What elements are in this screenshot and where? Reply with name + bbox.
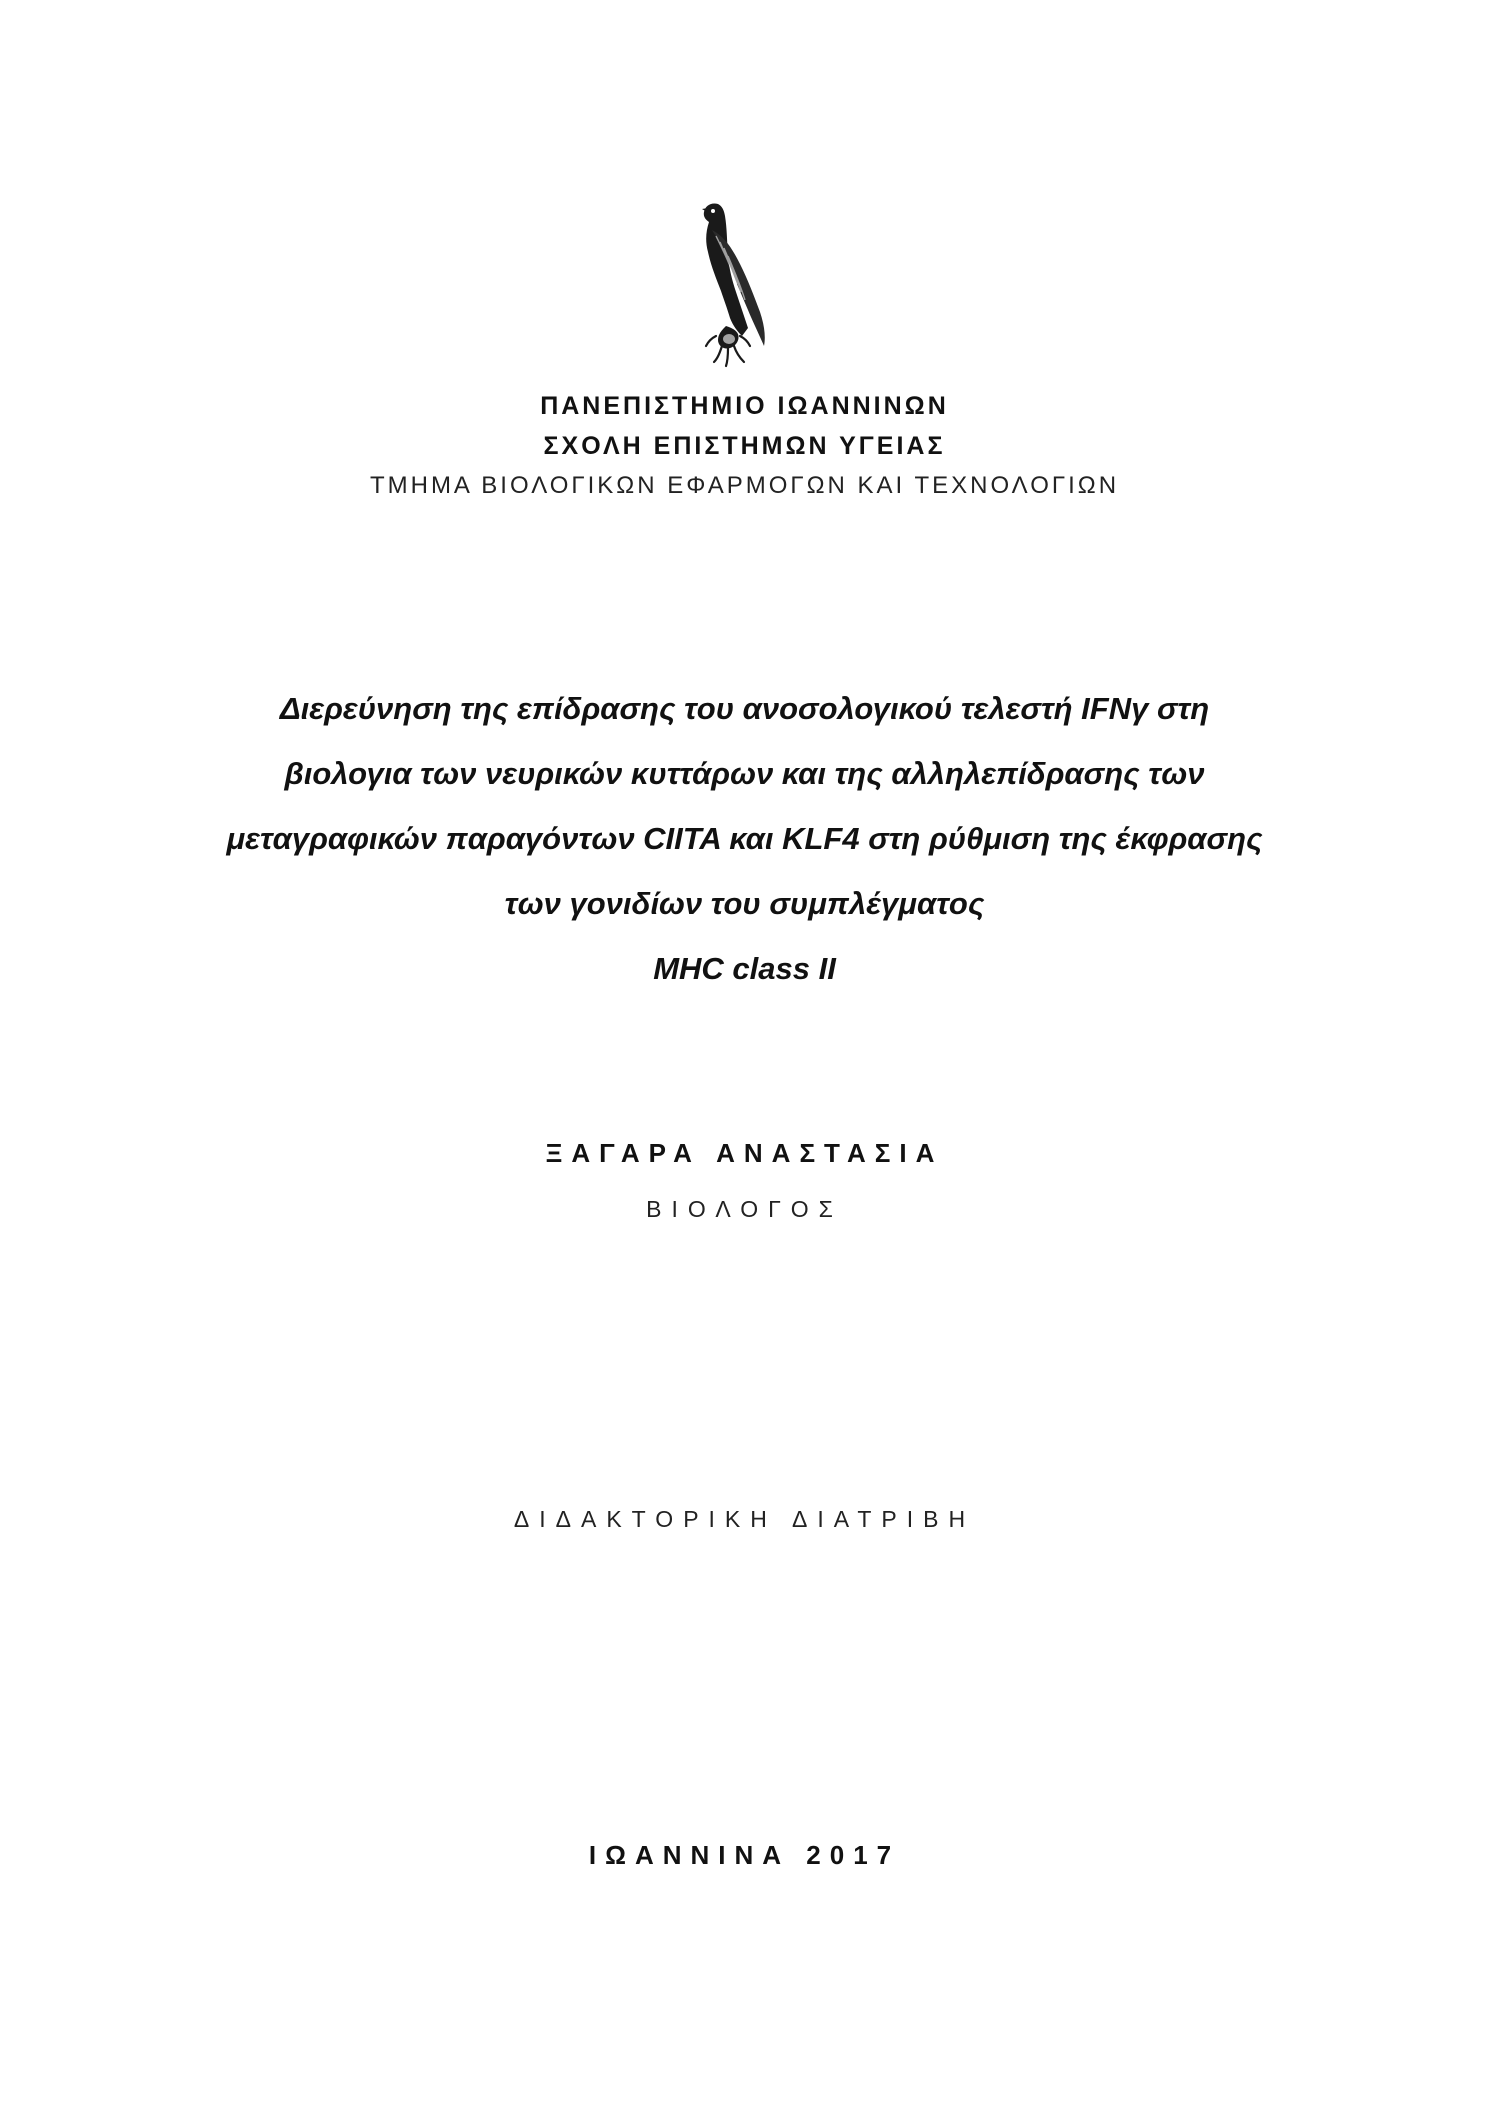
author-role: ΒΙΟΛΟΓΟΣ — [646, 1196, 843, 1222]
university-name: ΠΑΝΕΠΙΣΤΗΜΙΟ ΙΩΑΝΝΙΝΩΝ — [540, 392, 949, 420]
thesis-title-line: Διερεύνηση της επίδρασης του ανοσολογικού τελεστή IFNγ στη — [279, 691, 1210, 726]
document-type: ΔΙΔΑΚΤΟΡΙΚΗ ΔΙΑΤΡΙΒΗ — [513, 1506, 976, 1532]
author-name: ΞΑΓΑΡΑ ΑΝΑΣΤΑΣΙΑ — [545, 1138, 944, 1168]
department-name: ΤΜΗΜΑ ΒΙΟΛΟΓΙΚΩΝ ΕΦΑΡΜΟΓΩΝ ΚΑΙ ΤΕΧΝΟΛΟΓΙΩΝ — [369, 472, 1120, 499]
owl-emblem-icon — [678, 196, 782, 376]
thesis-title-line: MHC class II — [653, 951, 836, 986]
thesis-title-line: των γονιδίων του συμπλέγματος — [504, 886, 985, 921]
place-and-year: ΙΩΑΝΝΙΝΑ 2017 — [588, 1840, 901, 1870]
thesis-title-line: βιολογια των νευρικών κυττάρων και της αλληλεπίδρασης των — [284, 756, 1205, 791]
thesis-title — [0, 676, 1489, 1001]
school-name: ΣΧΟΛΗ ΕΠΙΣΤΗΜΩΝ ΥΓΕΙΑΣ — [543, 432, 946, 460]
thesis-title-line: μεταγραφικών παραγόντων CIITA και KLF4 στη ρύθμιση της έκφρασης — [226, 821, 1263, 856]
